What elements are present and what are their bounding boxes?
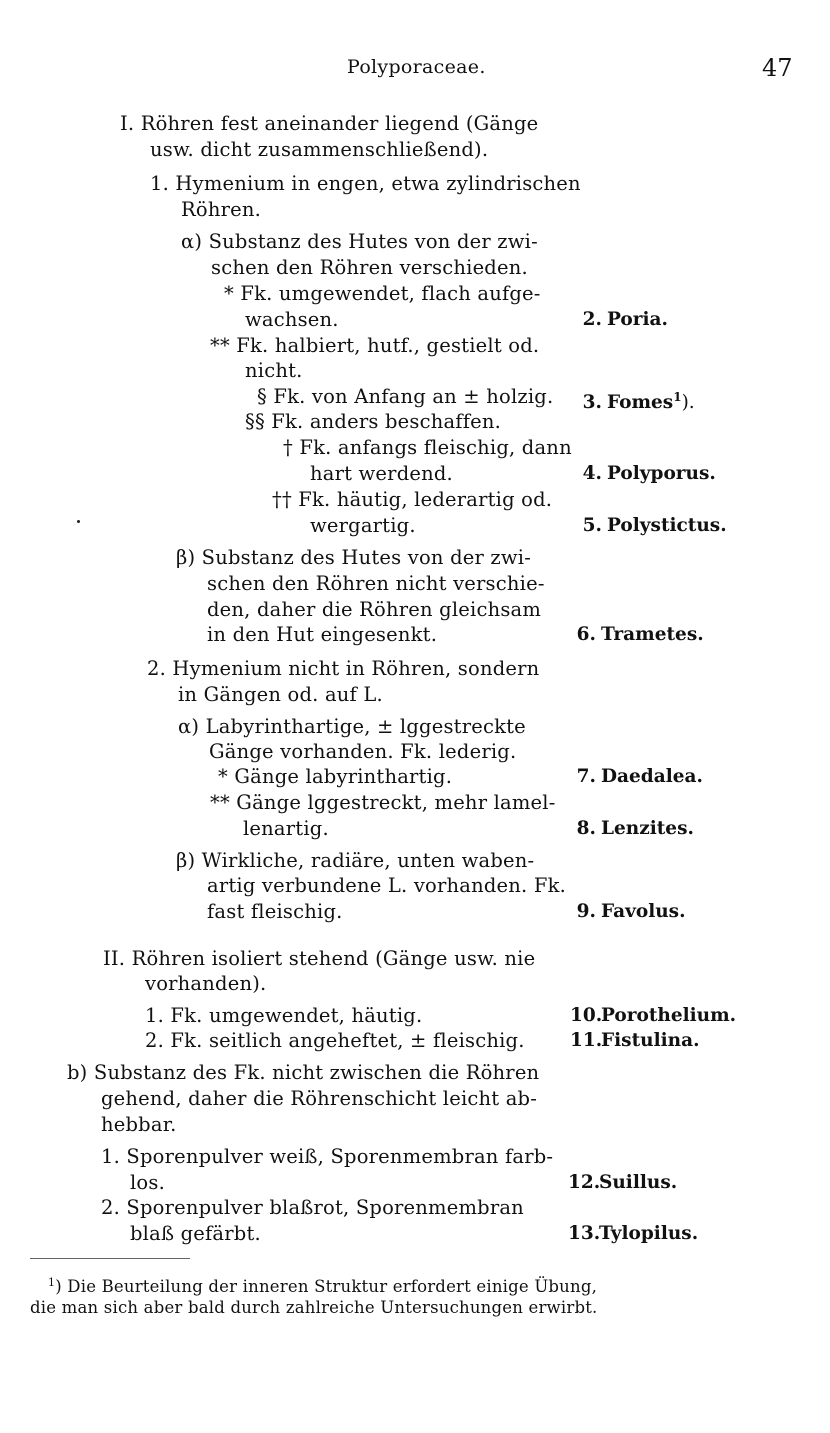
genus-result: 2. Poria. (582, 309, 668, 330)
genus-result: 11.Fistulina. (570, 1030, 700, 1051)
key-line: I. Röhren fest aneinander liegend (Gänge (120, 112, 539, 135)
key-line: ** Gänge lggestreckt, mehr lamel- (210, 791, 556, 814)
key-line: Röhren. (181, 198, 261, 221)
key-line: §§ Fk. anders beschaffen. (245, 410, 502, 433)
key-line: artig verbundene L. vorhanden. Fk. (207, 874, 566, 897)
key-line: wachsen. (245, 308, 339, 331)
key-line: schen den Röhren nicht verschie- (207, 572, 545, 595)
footnote-rule (30, 1258, 190, 1259)
genus-result: 10.Porothelium. (570, 1005, 737, 1026)
key-line: β) Substanz des Hutes von der zwi- (176, 546, 532, 569)
genus-result: 12.Suillus. (568, 1172, 678, 1193)
key-line: usw. dicht zusammenschließend). (150, 138, 489, 161)
key-line: β) Wirkliche, radiäre, unten waben- (176, 849, 535, 872)
footnote-ref: 1 (673, 390, 682, 404)
key-line: § Fk. von Anfang an ± holzig. (257, 385, 554, 408)
key-line: den, daher die Röhren gleichsam (207, 598, 542, 621)
key-line: 2. Fk. seitlich angeheftet, ± fleischig. (145, 1029, 525, 1052)
key-line: * Fk. umgewendet, flach aufge- (224, 282, 541, 305)
key-line: Gänge vorhanden. Fk. lederig. (209, 740, 517, 763)
genus-result: 6. Trametes. (576, 624, 704, 645)
key-line: †† Fk. häutig, lederartig od. (272, 488, 553, 511)
key-line: in Gängen od. auf L. (178, 683, 383, 706)
key-line: vorhanden). (145, 972, 267, 995)
key-line: 2. Hymenium nicht in Röhren, sondern (147, 657, 540, 680)
footnote-line: $^1$) Die Beurteilung der inneren Struktur erfordert einige Übung, (48, 1276, 598, 1296)
running-header-title: Polyporaceae. (347, 56, 486, 78)
key-line: II. Röhren isoliert stehend (Gänge usw. nie (103, 947, 536, 970)
key-line: in den Hut eingesenkt. (207, 623, 438, 646)
key-line: nicht. (245, 359, 303, 382)
key-line: los. (130, 1171, 165, 1194)
page-number: 47 (762, 54, 793, 82)
key-line: 1. Hymenium in engen, etwa zylindrischen (150, 172, 581, 195)
key-line: b) Substanz des Fk. nicht zwischen die Röhren (67, 1061, 540, 1084)
key-line: hart werdend. (310, 462, 453, 485)
footnote-line: die man sich aber bald durch zahlreiche Untersuchungen erwirbt. (30, 1298, 598, 1317)
genus-result: 13.Tylopilus. (568, 1223, 699, 1244)
key-line: hebbar. (101, 1113, 177, 1136)
genus-result: 9. Favolus. (576, 901, 686, 922)
key-line: blaß gefärbt. (130, 1222, 261, 1245)
key-line: 1. Fk. umgewendet, häutig. (145, 1004, 423, 1027)
key-line: * Gänge labyrinthartig. (218, 765, 453, 788)
genus-result: 8. Lenzites. (576, 818, 694, 839)
key-line: 1. Sporenpulver weiß, Sporenmembran farb- (101, 1145, 554, 1168)
genus-result: 7. Daedalea. (576, 766, 703, 787)
key-line: † Fk. anfangs fleischig, dann (283, 436, 572, 459)
genus-result: 5. Polystictus. (582, 515, 727, 536)
key-line: 2. Sporenpulver blaßrot, Sporenmembran (101, 1196, 524, 1219)
key-line: α) Substanz des Hutes von der zwi- (181, 230, 538, 253)
key-line: ** Fk. halbiert, hutf., gestielt od. (210, 334, 540, 357)
key-line: α) Labyrinthartige, ± lggestreckte (178, 715, 526, 738)
margin-speck (77, 520, 80, 523)
key-line: schen den Röhren verschieden. (211, 256, 528, 279)
key-line: lenartig. (243, 817, 329, 840)
genus-result: 3. Fomes$^1$). (582, 390, 695, 413)
genus-result: 4. Polyporus. (582, 463, 716, 484)
footnote-marker: 1 (48, 1276, 56, 1289)
key-line: fast fleischig. (207, 900, 343, 923)
key-line: wergartig. (310, 514, 416, 537)
key-line: gehend, daher die Röhrenschicht leicht ab- (101, 1087, 538, 1110)
